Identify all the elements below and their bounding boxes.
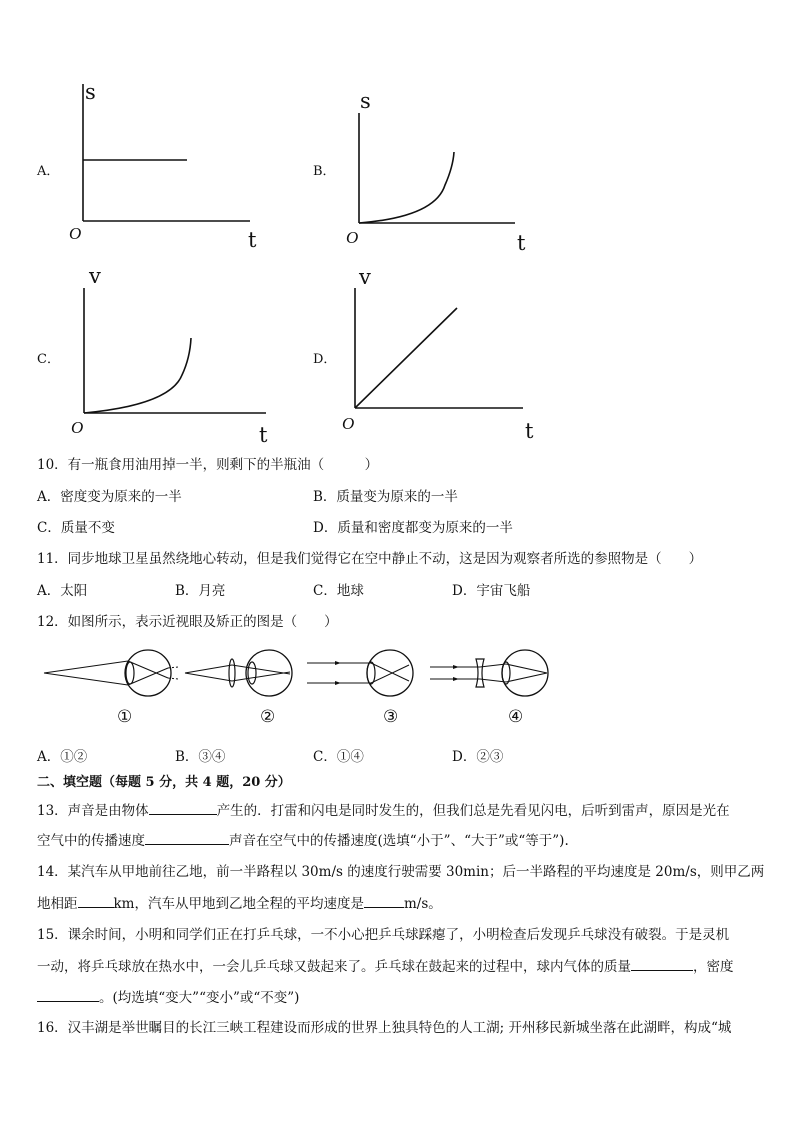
graph-d-origin: O bbox=[342, 414, 355, 433]
question-14-blank-1 bbox=[78, 893, 114, 908]
question-15-text-3: 。(均选填“变大”“变小”或“不变”) bbox=[99, 990, 300, 1006]
question-11-option-d: D．宇宙飞船 bbox=[452, 583, 531, 599]
question-13-text-1b: 产生的．打雷和闪电是同时发生的，但我们总是先看见闪电，后听到雷声，原因是光在 bbox=[216, 803, 730, 819]
question-15-line-2 bbox=[37, 956, 734, 977]
graph-a-x-label: t bbox=[248, 228, 257, 252]
graph-c-origin: O bbox=[71, 418, 84, 437]
question-12-option-b: B．③④ bbox=[175, 749, 226, 765]
graph-d-curve bbox=[355, 308, 457, 408]
question-14-line-2 bbox=[37, 893, 442, 914]
question-10-option-a: A．密度变为原来的一半 bbox=[37, 489, 182, 505]
question-13-line-1 bbox=[37, 800, 730, 821]
eye-figure-1 bbox=[40, 645, 180, 697]
question-13-text-1a: 13．声音是由物体 bbox=[37, 803, 149, 819]
question-11-option-b: B．月亮 bbox=[175, 583, 226, 599]
question-15-text-2b: ，密度 bbox=[693, 959, 734, 975]
graph-d-y-label: v bbox=[359, 265, 371, 289]
eye-figure-4-label: ④ bbox=[508, 707, 524, 727]
question-14-text-2b: km，汽车从甲地到乙地全程的平均速度是 bbox=[113, 896, 364, 912]
graph-d bbox=[340, 282, 550, 427]
option-b-label: B． bbox=[313, 164, 336, 179]
question-15-text-2a: 一动，将乒乓球放在热水中，一会儿乒乓球又鼓起来了。乒乓球在鼓起来的过程中，球内气体的质量 bbox=[37, 959, 631, 975]
section-2-title: 二、填空题（每题 5 分，共 4 题，20 分） bbox=[37, 775, 291, 790]
option-d-label: D． bbox=[313, 352, 337, 367]
graph-b-curve bbox=[359, 152, 454, 223]
graph-c bbox=[70, 280, 280, 425]
question-10-option-c: C．质量不变 bbox=[37, 520, 115, 536]
graph-a-origin: O bbox=[69, 224, 82, 243]
question-14-text-2c: m/s。 bbox=[403, 896, 442, 912]
question-12-option-c: C．①④ bbox=[313, 749, 364, 765]
graph-c-x-label: t bbox=[259, 423, 268, 447]
question-12-stem: 12．如图所示，表示近视眼及矫正的图是（ ） bbox=[37, 614, 338, 630]
question-15-blank-1 bbox=[631, 956, 693, 971]
eye-figure-1-label: ① bbox=[117, 707, 133, 727]
question-13-line-2 bbox=[37, 830, 569, 851]
question-16-line-1: 16．汉丰湖是举世瞩目的长江三峡工程建设而形成的世界上独具特色的人工湖; 开州移民新城坐落在此湖畔，构成“城 bbox=[37, 1020, 732, 1036]
question-11-stem: 11．同步地球卫星虽然绕地心转动，但是我们觉得它在空中静止不动，这是因为观察者所选的参照物是（ ） bbox=[37, 551, 703, 567]
question-10-option-d: D．质量和密度都变为原来的一半 bbox=[313, 520, 513, 536]
question-10-stem: 10．有一瓶食用油用掉一半，则剩下的半瓶油（ ） bbox=[37, 457, 379, 473]
graph-d-x-label: t bbox=[525, 419, 534, 443]
graph-a bbox=[60, 78, 275, 258]
question-10-option-b: B．质量变为原来的一半 bbox=[313, 489, 458, 505]
question-13-blank-2 bbox=[145, 830, 229, 845]
graph-c-y-label: v bbox=[89, 264, 101, 288]
question-15-line-3 bbox=[37, 987, 299, 1008]
question-13-text-2b: 声音在空气中的传播速度(选填“小于”、“大于”或“等于”). bbox=[229, 833, 569, 849]
question-14-blank-2 bbox=[364, 893, 404, 908]
question-11-option-a: A．太阳 bbox=[37, 583, 88, 599]
eye-figure-3-label: ③ bbox=[383, 707, 399, 727]
question-12-option-d: D．②③ bbox=[452, 749, 504, 765]
question-14-line-1: 14．某汽车从甲地前往乙地，前一半路程以 30m/s 的速度行驶需要 30min；后一半路程的平均速度是 20m/s，则甲乙两 bbox=[37, 864, 765, 880]
question-15-blank-2 bbox=[37, 987, 99, 1002]
graph-c-curve bbox=[84, 338, 191, 413]
eye-figure-2 bbox=[182, 645, 302, 697]
graph-b-y-label: s bbox=[360, 89, 371, 113]
option-a-label: A． bbox=[37, 164, 60, 179]
question-14-text-2a: 地相距 bbox=[37, 896, 78, 912]
graph-a-y-label: s bbox=[85, 80, 96, 104]
graph-b bbox=[345, 85, 535, 235]
question-13-blank-1 bbox=[149, 800, 217, 815]
eye-figure-2-label: ② bbox=[260, 707, 276, 727]
question-11-option-c: C．地球 bbox=[313, 583, 364, 599]
question-15-line-1: 15．课余时间，小明和同学们正在打乒乓球，一不小心把乒乓球踩瘪了，小明检查后发现乒乓球没有破裂。于是灵机 bbox=[37, 927, 730, 943]
question-12-option-a: A．①② bbox=[37, 749, 88, 765]
graph-b-x-label: t bbox=[517, 231, 526, 255]
graph-b-origin: O bbox=[346, 228, 359, 247]
eye-figure-4 bbox=[428, 645, 553, 697]
eye-figure-3 bbox=[305, 645, 425, 697]
question-13-text-2a: 空气中的传播速度 bbox=[37, 833, 145, 849]
option-c-label: C． bbox=[37, 352, 60, 367]
